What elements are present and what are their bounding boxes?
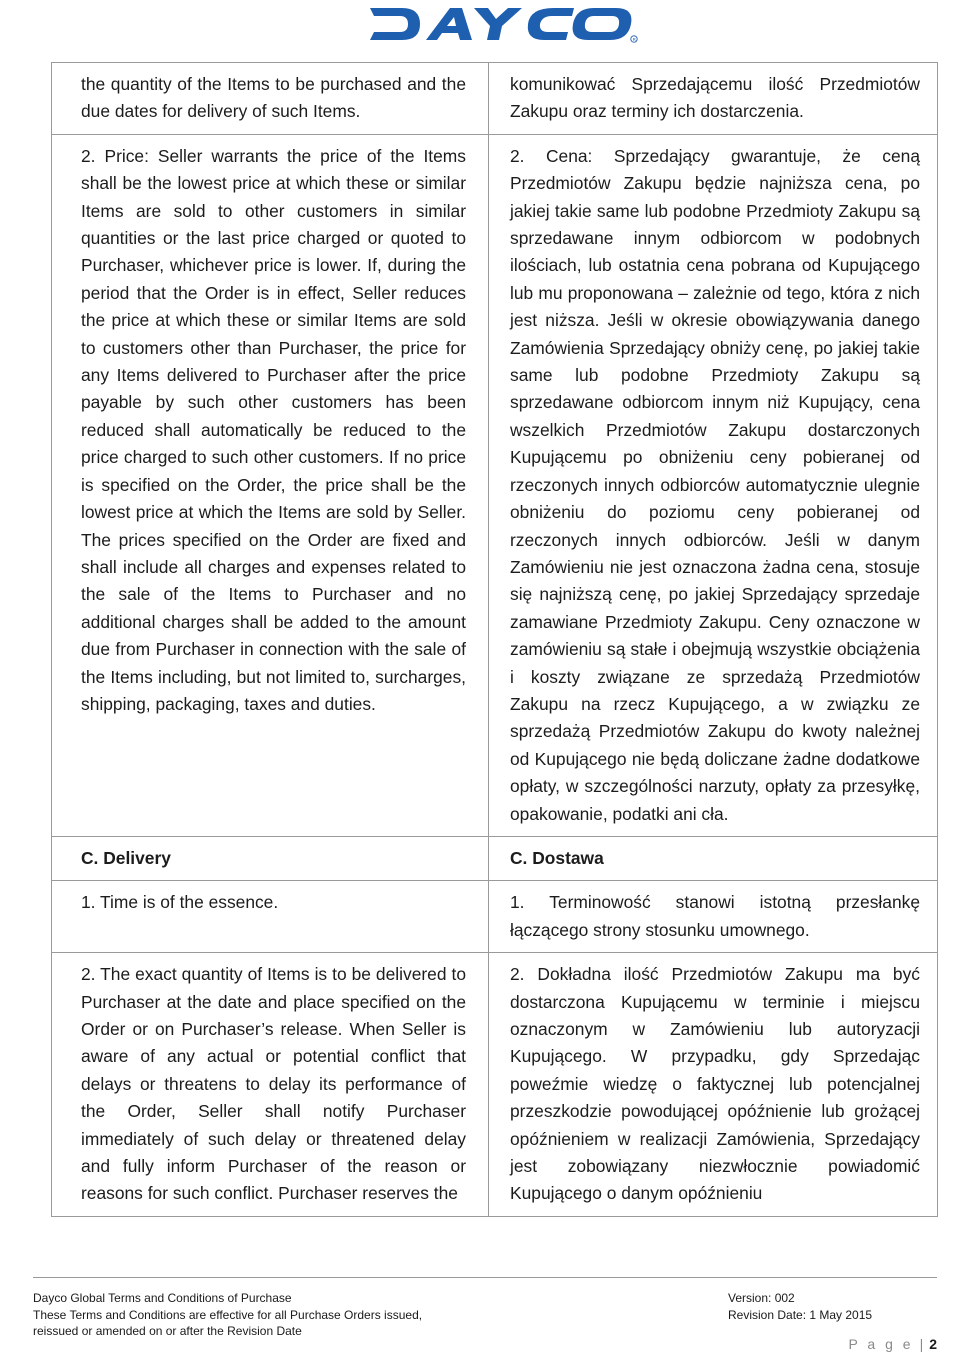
section-heading: C. Dostawa bbox=[510, 847, 604, 868]
polish-paragraph: 2. Dokładna ilość Przedmiotów Zakupu ma być dostarczona Kupującemu w terminie i miejscu oznaczonym w Zamówieniu lub autoryzacji Kupującego. W przypadku, gdy Sprzedając poweźmie wiedzę o faktycznej lub potencjalnej przeszkodzie powodującej opóźnienie lub grożącej opóźnieniem w realizacji Zamówienia, Sprzedający jest zobowiązany niezwłocznie powiadomić Kupującego o danym opóźnieniu bbox=[510, 964, 920, 1204]
english-cell bbox=[52, 881, 489, 953]
polish-paragraph: 2. Cena: Sprzedający gwarantuje, że ceną Przedmiotów Zakupu będzie najniższa cena, po jakiej takie same lub podobne Przedmioty Zakupu są sprzedawane innym odbiorcom w podobnych ilościach, lub ostatnia cena pobrana od Kupującego lub mu proponowana – zależnie od tego, która z nich jest niższa. Jeśli w okresie obowiązywania danego Zamówienia Sprzedający obniży cenę, po jakiej takie same lub podobne Przedmioty Zakupu są sprzedawane odbiorcom innym niż Kupujący, cena wszelkich Przedmiotów Zakupu dostarczonych Kupującemu po obniżeniu ceny pobieranej od rzeczonych innych odbiorców automatycznie ulegnie obniżeniu do poziomu ceny pobieranej od rzeczonych innych odbiorców. Jeśli w danym Zamówieniu nie jest oznaczona żadna cena, stosuje się najniższą cenę, po jakiej Sprzedający sprzedaje zamawiane Przedmioty Zakupu. Ceny oznaczone w zamówieniu są stałe i obejmują wszystkie obciążenia i koszty związane ze sprzedażą Przedmiotów Zakupu na rzecz Kupującego, a w związku ze sprzedażą Przedmiotów Zakupu do kwoty należnej od Kupującego nie będą doliczane żadne dodatkowe opłaty, w szczególności narzuty, opłaty za przesyłkę, opakowanie, podatki ani cła. bbox=[510, 145, 920, 824]
polish-cell bbox=[489, 134, 938, 836]
page-label: P a g e bbox=[848, 1336, 914, 1352]
polish-cell bbox=[489, 881, 938, 953]
page-number-value: 2 bbox=[929, 1336, 937, 1352]
table-row bbox=[52, 881, 938, 953]
dayco-logo bbox=[368, 4, 640, 44]
terms-table bbox=[51, 62, 938, 1217]
english-paragraph: 2. The exact quantity of Items is to be delivered to Purchaser at the date and place specified on the Order or on Purchaser’s release. When Seller is aware of any actual or potential conflict that delays or threatens to delay its performance of the Order, Seller shall notify Purchaser immediately of such delay or threatened delay and fully inform Purchaser of the reason or reasons for such conflict. Purchaser reserves the bbox=[81, 964, 466, 1204]
english-paragraph: 2. Price: Seller warrants the price of the Items shall be the lowest price at which these or similar Items are sold to other customers in similar quantities or the last price charged or quoted to Purchaser, whichever price is lower. If, during the period that the Order is in effect, Seller reduces the price at which these or similar Items are sold to customers other than Purchaser, the price for any Items delivered to Purchaser after the price payable by such other customers has been reduced shall automatically be reduced to the price charged to such other customers. If no price is specified on the Order, the price shall be the lowest price at which the Items are sold by Seller. The prices specified on the Order are fixed and shall include all charges and expenses related to the sale of the Items to Purchaser and no additional charges shall be added to the amount due from Purchaser in connection with the sale of the Items including, but not limited to, surcharges, shipping, packaging, taxes and duties. bbox=[81, 145, 466, 714]
english-paragraph: 1. Time is of the essence. bbox=[81, 892, 279, 913]
english-cell bbox=[52, 134, 489, 836]
footer-left bbox=[33, 1290, 422, 1340]
polish-cell bbox=[489, 63, 938, 135]
footer-title: Dayco Global Terms and Conditions of Purchase bbox=[33, 1291, 292, 1305]
footer-version: Version: 002 bbox=[728, 1291, 795, 1305]
english-paragraph: the quantity of the Items to be purchased and the due dates for delivery of such Items. bbox=[81, 74, 466, 122]
table-row bbox=[52, 134, 938, 836]
polish-paragraph: 1. Terminowość stanowi istotną przesłankę łączącego strony stosunku umownego. bbox=[510, 892, 920, 940]
english-cell bbox=[52, 953, 489, 1217]
footer-revision-note: reissued or amended on or after the Revision Date bbox=[33, 1324, 302, 1338]
registered-mark: R bbox=[632, 37, 636, 42]
english-cell bbox=[52, 63, 489, 135]
polish-cell bbox=[489, 836, 938, 880]
footer-right bbox=[728, 1290, 872, 1323]
table-row bbox=[52, 836, 938, 880]
page-number: P a g e | 2 bbox=[848, 1336, 937, 1352]
page-footer bbox=[33, 1277, 937, 1358]
logo-text: DAYCO bbox=[368, 4, 372, 5]
polish-cell bbox=[489, 953, 938, 1217]
english-cell bbox=[52, 836, 489, 880]
polish-paragraph: komunikować Sprzedającemu ilość Przedmiotów Zakupu oraz terminy ich dostarczenia. bbox=[510, 74, 920, 122]
footer-revision-date: Revision Date: 1 May 2015 bbox=[728, 1307, 873, 1322]
footer-effective-line: These Terms and Conditions are effective for all Purchase Orders issued, bbox=[33, 1307, 423, 1322]
table-row bbox=[52, 953, 938, 1217]
table-row bbox=[52, 63, 938, 135]
section-heading: C. Delivery bbox=[81, 847, 171, 868]
